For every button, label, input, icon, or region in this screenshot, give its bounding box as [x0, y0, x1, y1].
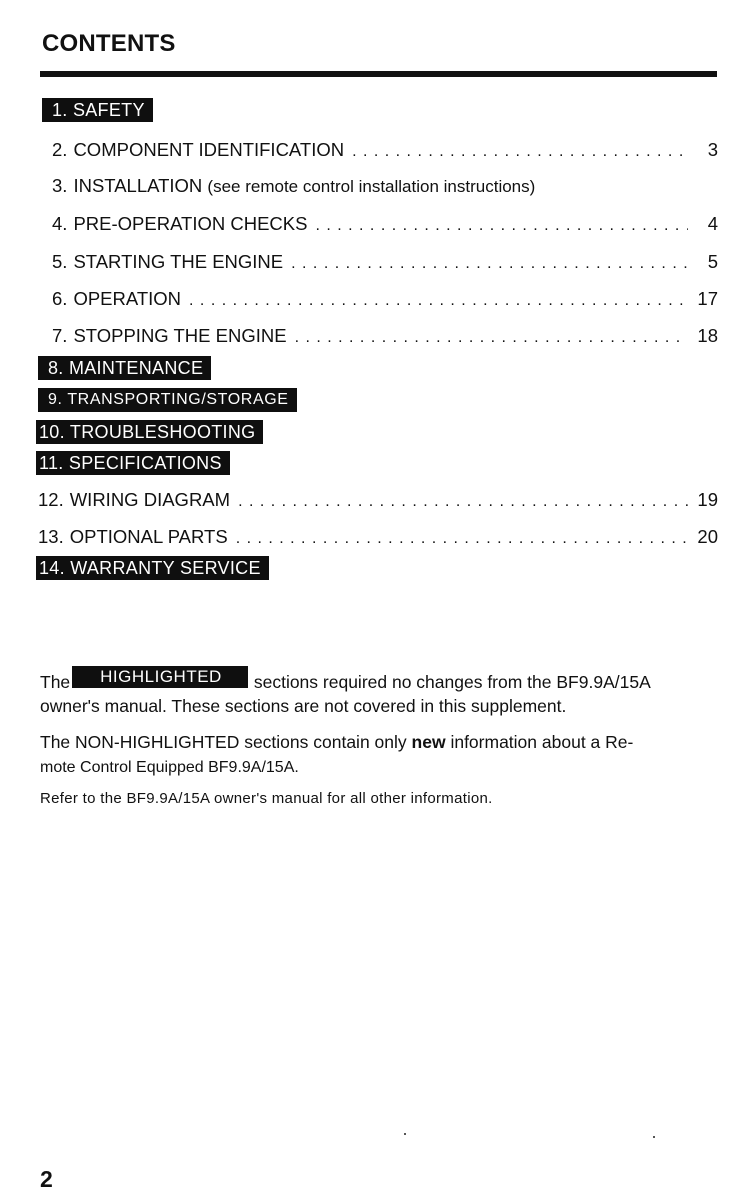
toc-num: 9. — [48, 391, 63, 408]
toc-label: PRE-OPERATION CHECKS — [73, 213, 308, 234]
highlight-note-suffix: sections required no changes from the BF9.9A/15A — [253, 672, 651, 692]
toc-item-troubleshooting[interactable] — [36, 420, 263, 444]
toc-label: SPECIFICATIONS — [68, 453, 222, 473]
toc-num: 1. — [52, 100, 68, 120]
toc-label — [73, 175, 535, 197]
highlight-note-line2: owner's manual. These sections are not covered in this supplement. — [40, 696, 567, 716]
scan-speck — [653, 1136, 655, 1138]
toc-leader-dots — [236, 530, 688, 548]
toc-item-warranty-service[interactable] — [36, 556, 269, 580]
highlight-note-prefix: The — [40, 672, 71, 692]
toc-item-maintenance[interactable] — [38, 356, 211, 380]
toc-label: OPTIONAL PARTS — [69, 526, 228, 547]
toc-label: STARTING THE ENGINE — [73, 251, 284, 272]
toc-label: TRANSPORTING/STORAGE — [67, 391, 289, 408]
toc-num: 8. — [48, 358, 64, 378]
toc-page: 18 — [697, 325, 718, 346]
title-rule — [40, 71, 717, 77]
toc-leader-dots — [295, 329, 688, 347]
toc-item-pre-operation-checks[interactable] — [52, 211, 718, 237]
toc-item-optional-parts[interactable] — [38, 524, 718, 550]
toc-label: SAFETY — [72, 100, 145, 120]
toc-item-safety[interactable] — [42, 98, 153, 122]
refer-note: Refer to the BF9.9A/15A owner's manual for all other information. — [40, 790, 493, 807]
toc-num: 10. — [39, 422, 65, 442]
toc-num: 7. — [52, 325, 68, 346]
toc-item-installation[interactable] — [52, 173, 718, 199]
toc-page: 4 — [707, 213, 718, 234]
toc-label: WARRANTY SERVICE — [70, 558, 261, 578]
toc-label: TROUBLESHOOTING — [69, 422, 256, 442]
toc-leader-dots — [291, 255, 688, 273]
non-highlight-note-prefix: The NON-HIGHLIGHTED sections contain only — [40, 732, 407, 752]
toc-item-component-identification[interactable] — [52, 137, 718, 163]
toc-page: 3 — [707, 139, 718, 160]
toc-item-operation[interactable] — [52, 286, 718, 312]
toc-page: 5 — [707, 251, 718, 272]
non-highlight-note-suffix: information about a Re- — [450, 732, 634, 752]
toc-num: 3. — [52, 175, 68, 196]
toc-leader-dots — [315, 217, 688, 235]
toc-label-note: (see remote control installation instructions) — [207, 177, 536, 196]
toc-num: 4. — [52, 213, 68, 234]
toc-label-text: INSTALLATION — [73, 175, 203, 196]
toc-num: 12. — [38, 489, 64, 510]
non-highlight-note — [40, 730, 720, 780]
toc-num: 2. — [52, 139, 68, 160]
toc-page: 17 — [697, 288, 718, 309]
toc-label: STOPPING THE ENGINE — [73, 325, 287, 346]
toc-leader-dots — [352, 143, 688, 161]
page-title: CONTENTS — [42, 30, 176, 57]
toc-num: 14. — [39, 558, 65, 578]
page-number: 2 — [40, 1166, 53, 1192]
toc-label: MAINTENANCE — [68, 358, 204, 378]
scan-speck — [404, 1133, 406, 1135]
toc-label: COMPONENT IDENTIFICATION — [73, 139, 345, 160]
toc-item-specifications[interactable] — [36, 451, 230, 475]
toc-page: 19 — [697, 489, 718, 510]
highlight-note — [40, 667, 720, 718]
toc-label: WIRING DIAGRAM — [69, 489, 231, 510]
toc-num: 13. — [38, 526, 64, 547]
toc-item-wiring-diagram[interactable] — [38, 487, 718, 513]
toc-page: 20 — [697, 526, 718, 547]
toc-num: 5. — [52, 251, 68, 272]
toc-leader-dots — [238, 493, 688, 511]
highlight-sample-badge: HIGHLIGHTED — [72, 666, 248, 688]
toc-num: 6. — [52, 288, 68, 309]
non-highlight-note-line2: mote Control Equipped BF9.9A/15A. — [40, 759, 299, 776]
toc-label: OPERATION — [73, 288, 182, 309]
toc-leader-dots — [189, 292, 688, 310]
toc-item-transporting-storage[interactable] — [38, 388, 297, 412]
toc-item-stopping-the-engine[interactable] — [52, 323, 718, 349]
toc-num: 11. — [39, 453, 64, 473]
non-highlight-note-bold: new — [411, 732, 446, 752]
toc-item-starting-the-engine[interactable] — [52, 249, 718, 275]
